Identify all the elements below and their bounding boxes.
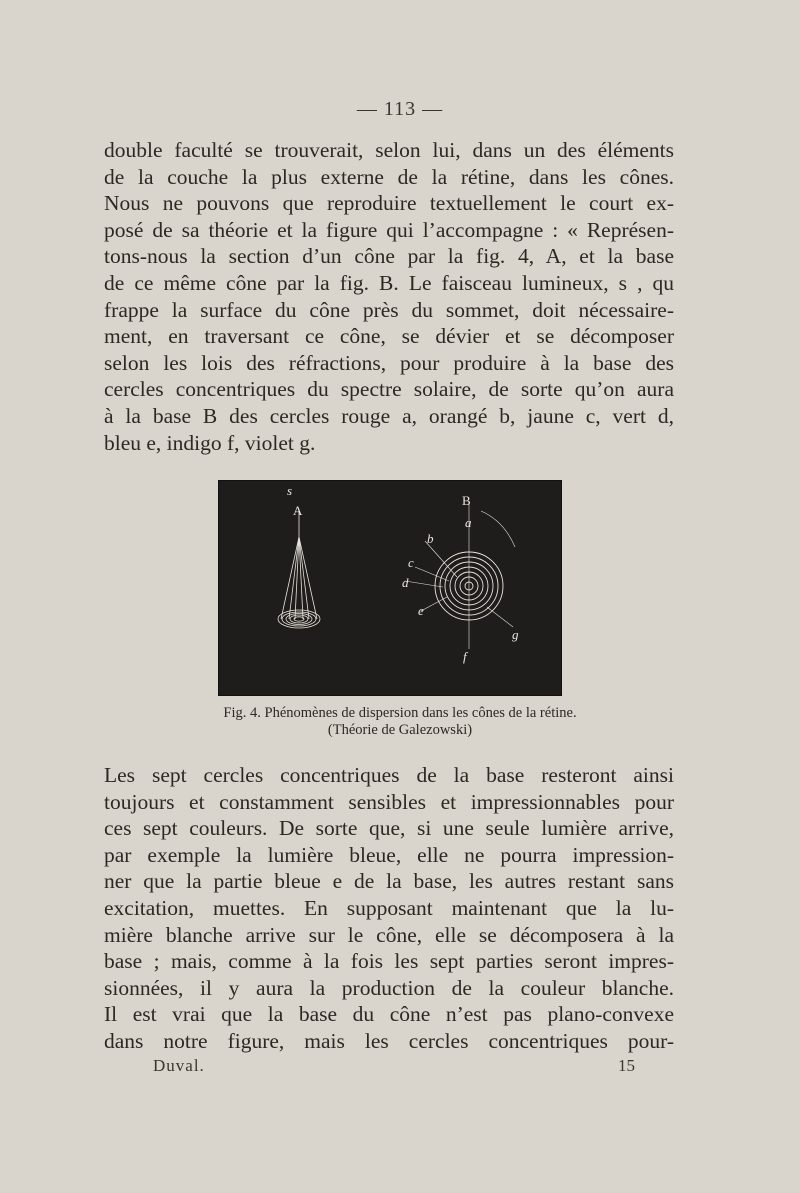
label-a: a — [465, 515, 472, 530]
figure-4-illustration — [218, 480, 562, 696]
text-line: Les sept cercles concentriques de la base resteront ainsi — [104, 763, 674, 787]
text-line: Nous ne pouvons que reproduire textuellement le court ex- — [104, 191, 674, 216]
label-b-base: B — [462, 493, 471, 508]
label-s: s — [287, 483, 293, 498]
text-line: cercles concentriques du spectre solaire, de sorte qu’on aura — [104, 377, 674, 402]
text-line: sionnées, il y aura la production de la couleur blanche. — [104, 975, 674, 1000]
footer-sheet-number: 15 — [618, 1056, 635, 1075]
text-line: tons-nous la section d’un cône par la fig. 4, A, et la base — [104, 244, 674, 269]
label-f: f — [463, 649, 467, 664]
text-line: par exemple la lumière bleue, elle ne pourra impression- — [104, 842, 674, 867]
text-line: excitation, muettes. En supposant maintenant que la lu- — [104, 895, 674, 920]
text-line: mière blanche arrive sur le cône, elle se décomposera à la — [104, 922, 674, 947]
label-b: b — [427, 531, 434, 546]
label-e: e — [418, 603, 424, 618]
label-g: g — [512, 627, 519, 642]
cone-dispersion-diagram — [219, 481, 561, 695]
text-line: dans notre figure, mais les cercles concentriques pour- — [104, 1028, 674, 1053]
text-line: de la couche la plus externe de la rétine, dans les cônes. — [104, 164, 674, 189]
text-line: posé de sa théorie et la figure qui l’accompagne : « Représen- — [104, 217, 674, 242]
cone-a — [278, 511, 320, 628]
text-line: toujours et constamment sensibles et impressionnables pour — [104, 789, 674, 814]
figure-caption-credit: (Théorie de Galezowski) — [327, 722, 473, 738]
text-line: base ; mais, comme à la fois les sept parties seront impres- — [104, 949, 674, 974]
text-line: ner que la partie bleue e de la base, les autres restant sans — [104, 869, 674, 894]
paragraph-2 — [104, 762, 674, 1055]
label-a-cone: A — [293, 503, 303, 518]
cone-base-b — [405, 501, 515, 649]
page-number-header: — 113 — — [356, 98, 444, 120]
text-line: à la base B des cercles rouge a, orangé b, jaune c, vert d, — [104, 403, 674, 428]
text-line: ces sept couleurs. De sorte que, si une seule lumière arrive, — [104, 816, 674, 841]
figure-caption: Fig. 4. Phénomènes de dispersion dans les cônes de la rétine. — [223, 705, 577, 721]
text-line: selon les lois des réfractions, pour produire à la base des — [104, 350, 674, 375]
paragraph-1 — [104, 137, 674, 456]
text-line: double faculté se trouverait, selon lui, dans un des éléments — [104, 138, 674, 162]
text-line: ment, en traversant ce cône, se dévier et se décomposer — [104, 324, 674, 349]
text-line: Il est vrai que la base du cône n’est pas plano-convexe — [104, 1002, 674, 1027]
footer-signature: Duval. — [153, 1056, 205, 1075]
text-line: bleu e, indigo f, violet g. — [104, 430, 316, 455]
label-c: c — [408, 555, 414, 570]
label-d: d — [402, 575, 409, 590]
text-line: de ce même cône par la fig. B. Le faisceau lumineux, s , qu — [104, 270, 674, 295]
text-line: frappe la surface du cône près du sommet, doit nécessaire- — [104, 297, 674, 322]
